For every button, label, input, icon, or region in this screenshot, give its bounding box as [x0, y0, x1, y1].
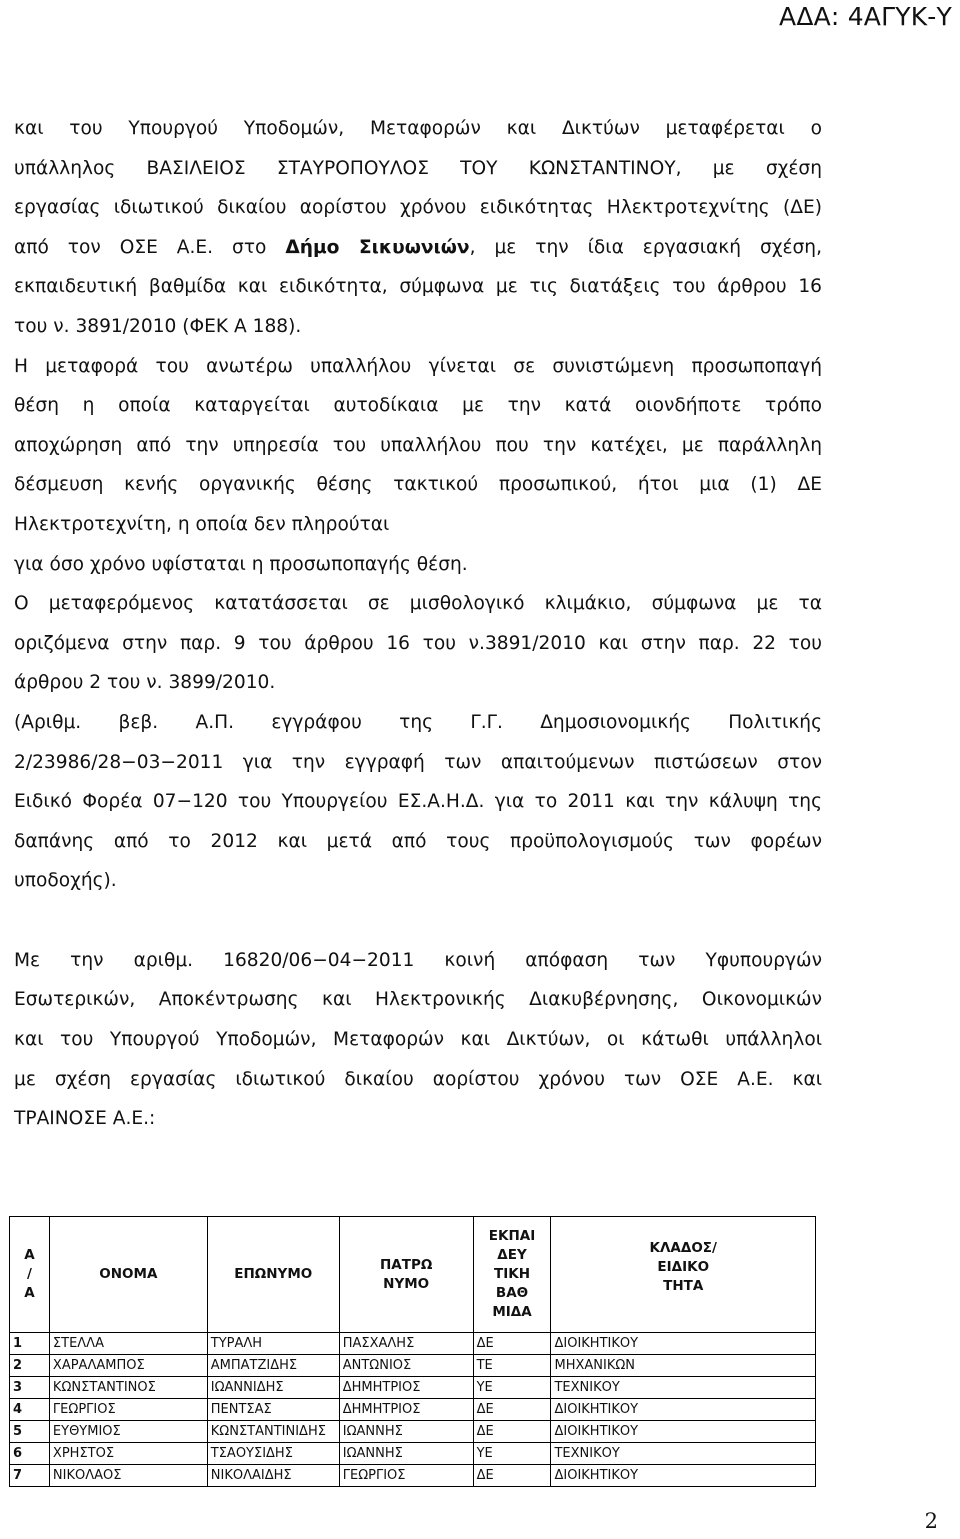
employees-table	[9, 1216, 816, 1487]
cell-eponymo: ΙΩΑΝΝΙΔΗΣ	[207, 1377, 339, 1399]
text-line: Η μεταφορά του ανωτέρω υπαλλήλου γίνεται σε συνιστώμενη προσωποπαγή	[14, 355, 822, 377]
page-number: 2	[924, 1509, 938, 1533]
text-line: Εσωτερικών, Αποκέντρωσης και Ηλεκτρονικής Διακυβέρνησης, Οικονομικών	[14, 989, 822, 1011]
cell-aa: 5	[10, 1421, 50, 1443]
cell-eponymo: ΑΜΠΑΤΖΙΔΗΣ	[207, 1355, 339, 1377]
cell-patronymo: ΔΗΜΗΤΡΙΟΣ	[339, 1399, 473, 1421]
header-line: ΕΙΔΙΚΟ	[657, 1259, 710, 1275]
header-patronymo	[339, 1217, 473, 1333]
text-line	[14, 228, 822, 268]
header-aa	[10, 1217, 50, 1333]
municipality-name: Δήμο Σικυωνιών	[285, 236, 470, 258]
cell-onoma: ΧΑΡΑΛΑΜΠΟΣ	[49, 1355, 207, 1377]
cell-vathmida: ΔΕ	[473, 1333, 551, 1355]
cell-vathmida: ΥΕ	[473, 1377, 551, 1399]
cell-eponymo: ΤΥΡΑΛΗ	[207, 1333, 339, 1355]
cell-aa: 7	[10, 1465, 50, 1487]
cell-klados: ΔΙΟΙΚΗΤΙΚΟΥ	[551, 1421, 816, 1443]
text-line: οριζόμενα στην παρ. 9 του άρθρου 16 του ν.3891/2010 και στην παρ. 22 του	[14, 632, 822, 654]
table-row	[10, 1421, 816, 1443]
table-header-row	[10, 1217, 816, 1333]
cell-vathmida: ΥΕ	[473, 1443, 551, 1465]
text-line: αποχώρηση από την υπηρεσία του υπαλλήλου που την κατέχει, με παράλληλη	[14, 434, 822, 456]
table-row	[10, 1333, 816, 1355]
cell-onoma: ΓΕΩΡΓΙΟΣ	[49, 1399, 207, 1421]
text-line: εργασίας ιδιωτικού δικαίου αορίστου χρόνου ειδικότητας Ηλεκτροτεχνίτης (ΔΕ)	[14, 197, 822, 219]
table-row	[10, 1443, 816, 1465]
cell-klados: ΤΕΧΝΙΚΟΥ	[551, 1377, 816, 1399]
cell-eponymo: ΤΣΑΟΥΣΙΔΗΣ	[207, 1443, 339, 1465]
table-row	[10, 1399, 816, 1421]
text-line: και του Υπουργού Υποδομών, Μεταφορών και Δικτύων, οι κάτωθι υπάλληλοι	[14, 1029, 822, 1051]
cell-aa: 6	[10, 1443, 50, 1465]
table-row	[10, 1355, 816, 1377]
text-line: Ηλεκτροτεχνίτη, η οποία δεν πληρούται	[14, 513, 390, 535]
cell-patronymo: ΠΑΣΧΑΛΗΣ	[339, 1333, 473, 1355]
header-line: Α	[24, 1285, 35, 1301]
cell-vathmida: ΔΕ	[473, 1421, 551, 1443]
document-body	[14, 109, 822, 1139]
table-row	[10, 1377, 816, 1399]
cell-vathmida: ΔΕ	[473, 1465, 551, 1487]
header-line: ΚΛΑΔΟΣ/	[649, 1240, 717, 1256]
cell-patronymo: ΔΗΜΗΤΡΙΟΣ	[339, 1377, 473, 1399]
cell-aa: 4	[10, 1399, 50, 1421]
header-line: ΔΕΥ	[497, 1247, 527, 1263]
header-line: ΤΙΚΗ	[494, 1266, 531, 1282]
cell-patronymo: ΙΩΑΝΝΗΣ	[339, 1443, 473, 1465]
cell-eponymo: ΝΙΚΟΛΑΙΔΗΣ	[207, 1465, 339, 1487]
cell-vathmida: ΤΕ	[473, 1355, 551, 1377]
text-line: και του Υπουργού Υποδομών, Μεταφορών και Δικτύων μεταφέρεται ο	[14, 118, 822, 139]
text-line: δέσμευση κενής οργανικής θέσης τακτικού προσωπικού, ήτοι μια (1) ΔΕ	[14, 474, 822, 496]
text-line: Ειδικό Φορέα 07−120 του Υπουργείου ΕΣ.Α.Η.Δ. για το 2011 και την κάλυψη της	[14, 791, 822, 813]
header-line: /	[26, 1266, 32, 1282]
header-line: ΜΙΔΑ	[492, 1304, 532, 1320]
table-row	[10, 1465, 816, 1487]
text-line: δαπάνης από το 2012 και μετά από τους προϋπολογισμούς των φορέων	[14, 830, 822, 852]
text-line: υπάλληλος ΒΑΣΙΛΕΙΟΣ ΣΤΑΥΡΟΠΟΥΛΟΣ ΤΟΥ ΚΩΝΣΤΑΝΤΙΝΟΥ, με σχέση	[14, 157, 822, 179]
text-line: Ο μεταφερόμενος κατατάσσεται σε μισθολογικό κλιμάκιο, σύμφωνα με τα	[14, 593, 822, 615]
text-line: άρθρου 2 του ν. 3899/2010.	[14, 672, 276, 694]
header-eponymo: ΕΠΩΝΥΜΟ	[207, 1217, 339, 1333]
cell-patronymo: ΑΝΤΩΝΙΟΣ	[339, 1355, 473, 1377]
cell-onoma: ΝΙΚΟΛΑΟΣ	[49, 1465, 207, 1487]
cell-aa: 2	[10, 1355, 50, 1377]
cell-onoma: ΧΡΗΣΤΟΣ	[49, 1443, 207, 1465]
cell-klados: ΔΙΟΙΚΗΤΙΚΟΥ	[551, 1465, 816, 1487]
text-line: 2/23986/28−03−2011 για την εγγραφή των απαιτούμενων πιστώσεων στον	[14, 751, 822, 773]
cell-vathmida: ΔΕ	[473, 1399, 551, 1421]
header-line: Α	[24, 1247, 35, 1263]
cell-klados: ΔΙΟΙΚΗΤΙΚΟΥ	[551, 1399, 816, 1421]
text-line: θέση η οποία καταργείται αυτοδίκαια με την κατά οιονδήποτε τρόπο	[14, 395, 822, 417]
header-ekpaideutiki	[473, 1217, 551, 1333]
text-line: Με την αριθμ. 16820/06−04−2011 κοινή απόφαση των Υφυπουργών	[14, 949, 822, 971]
cell-patronymo: ΓΕΩΡΓΙΟΣ	[339, 1465, 473, 1487]
text-line: ΤΡΑΙΝΟΣΕ Α.Ε.:	[14, 1108, 156, 1130]
cell-aa: 1	[10, 1333, 50, 1355]
text-line: με σχέση εργασίας ιδιωτικού δικαίου αορίστου χρόνου των ΟΣΕ Α.Ε. και	[14, 1068, 822, 1090]
text-line: εκπαιδευτική βαθμίδα και ειδικότητα, σύμφωνα με τις διατάξεις του άρθρου 16	[14, 276, 822, 298]
text-line: του ν. 3891/2010 (ΦΕΚ Α 188).	[14, 315, 302, 337]
header-line: ΝΥΜΟ	[383, 1275, 430, 1292]
text-span: , με την ίδια εργασιακή σχέση,	[469, 236, 823, 258]
cell-aa: 3	[10, 1377, 50, 1399]
header-line: ΕΚΠΑΙ	[488, 1228, 536, 1244]
cell-eponymo: ΠΕΝΤΣΑΣ	[207, 1399, 339, 1421]
text-line: για όσο χρόνο υφίσταται η προσωποπαγής θέση.	[14, 553, 468, 575]
header-line: ΠΑΤΡΩ	[379, 1256, 433, 1273]
cell-patronymo: ΙΩΑΝΝΗΣ	[339, 1421, 473, 1443]
cell-onoma: ΚΩΝΣΤΑΝΤΙΝΟΣ	[49, 1377, 207, 1399]
text-span: από τον ΟΣΕ Α.Ε. στο	[14, 236, 267, 258]
cell-eponymo: ΚΩΝΣΤΑΝΤΙΝΙΔΗΣ	[207, 1421, 339, 1443]
header-line: ΒΑΘ	[495, 1285, 529, 1301]
text-line: υποδοχής).	[14, 870, 117, 892]
cell-klados: ΜΗΧΑΝΙΚΩΝ	[551, 1355, 816, 1377]
header-onoma: ΟΝΟΜΑ	[49, 1217, 207, 1333]
text-line: (Αριθμ. βεβ. Α.Π. εγγράφου της Γ.Γ. Δημοσιονομικής Πολιτικής	[14, 711, 822, 733]
header-line: ΤΗΤΑ	[663, 1278, 704, 1294]
header-klados	[551, 1217, 816, 1333]
ada-code: ΑΔΑ: 4ΑΓΥΚ-Υ	[779, 2, 952, 31]
cell-onoma: ΣΤΕΛΛΑ	[49, 1333, 207, 1355]
paragraph-gap	[14, 901, 822, 941]
cell-klados: ΔΙΟΙΚΗΤΙΚΟΥ	[551, 1333, 816, 1355]
cell-klados: ΤΕΧΝΙΚΟΥ	[551, 1443, 816, 1465]
cell-onoma: ΕΥΘΥΜΙΟΣ	[49, 1421, 207, 1443]
